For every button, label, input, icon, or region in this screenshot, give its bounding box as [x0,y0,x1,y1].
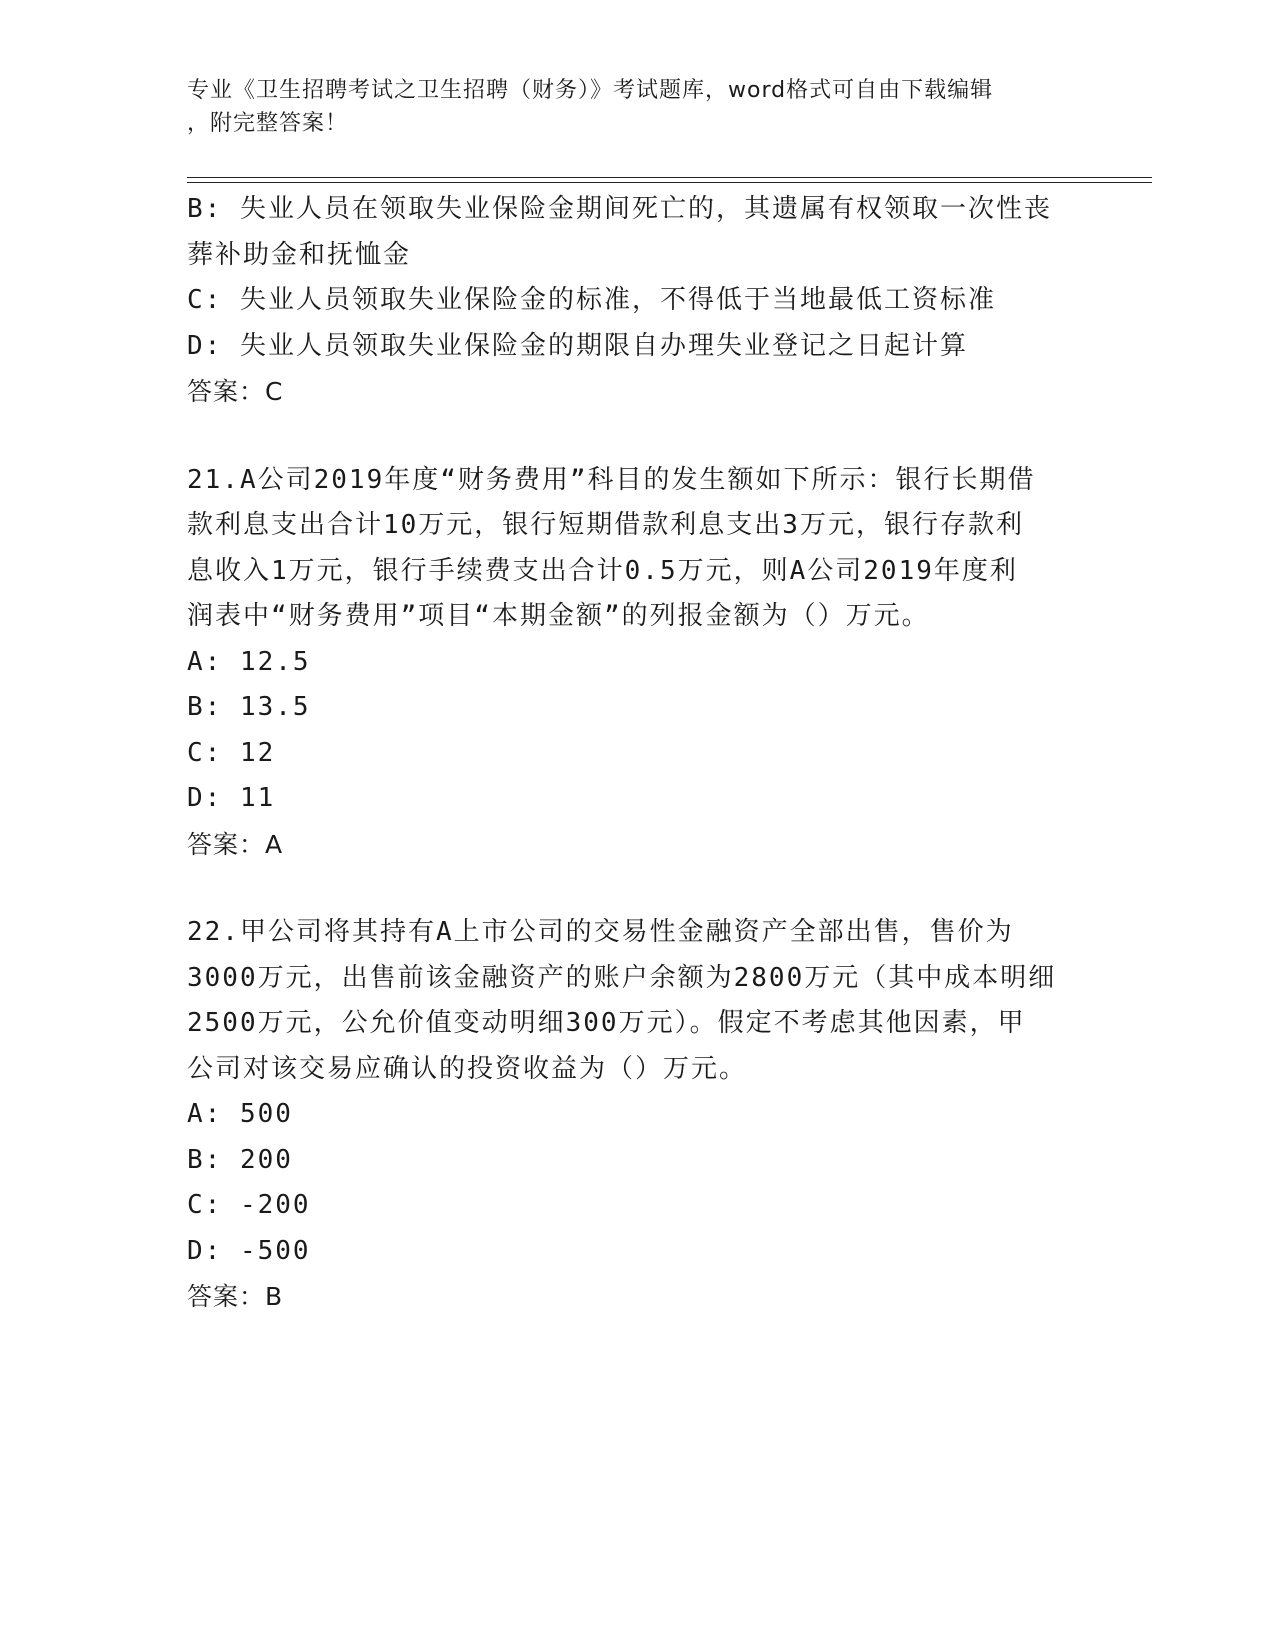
option-c: C: 失业人员领取失业保险金的标准，不得低于当地最低工资标准 [187,285,996,315]
option-d: D: -500 [187,1235,311,1266]
header-line-2: ，附完整答案！ [187,111,349,136]
previous-question-tail [187,187,1087,415]
option-b-line-1: B: 失业人员在领取失业保险金期间死亡的，其遗属有权领取一次性丧 [187,194,1052,224]
option-c: C: -200 [187,1190,311,1220]
question-stem-line-4: 公司对该交易应确认的投资收益为（）万元。 [187,1053,748,1084]
header-rule-top [187,177,1152,178]
question-stem-line-1: 21.A公司2019年度“财务费用”科目的发生额如下所示：银行长期借 [187,464,1036,495]
option-a: A: 12.5 [187,646,311,677]
document-body [187,187,1087,1320]
question-stem-line-1: 22.甲公司将其持有A上市公司的交易性金融资产全部出售，售价为 [187,917,1014,947]
question-stem-line-2: 3000万元，出售前该金融资产的账户余额为2800万元（其中成本明细 [187,962,1057,993]
spacer [187,867,1087,910]
spacer [187,415,1087,458]
answer: 答案：C [187,377,284,406]
option-b-line-2: 葬补助金和抚恤金 [187,239,412,270]
header-line-1: 专业《卫生招聘考试之卫生招聘（财务）》考试题库，word格式可自由下载编辑 [187,78,994,103]
question-stem-line-4: 润表中“财务费用”项目“本期金额”的列报金额为（）万元。 [187,601,930,631]
answer: 答案：B [187,1282,284,1311]
option-d: D: 失业人员领取失业保险金的期限自办理失业登记之日起计算 [187,330,968,361]
question-21 [187,458,1087,868]
answer: 答案：A [187,829,284,859]
document-header [187,74,1087,140]
question-22 [187,910,1087,1320]
header-rule-bottom [187,182,1152,183]
option-a: A: 500 [187,1099,293,1129]
question-stem-line-3: 2500万元，公允价值变动明细300万元）。假定不考虑其他因素，甲 [187,1008,1026,1038]
question-stem-line-2: 款利息支出合计10万元，银行短期借款利息支出3万元，银行存款利 [187,510,1024,540]
option-b: B: 200 [187,1144,293,1175]
option-c: C: 12 [187,737,276,768]
option-b: B: 13.5 [187,692,311,722]
question-stem-line-3: 息收入1万元，银行手续费支出合计0.5万元，则A公司2019年度利 [187,555,1018,586]
option-d: D: 11 [187,783,276,813]
